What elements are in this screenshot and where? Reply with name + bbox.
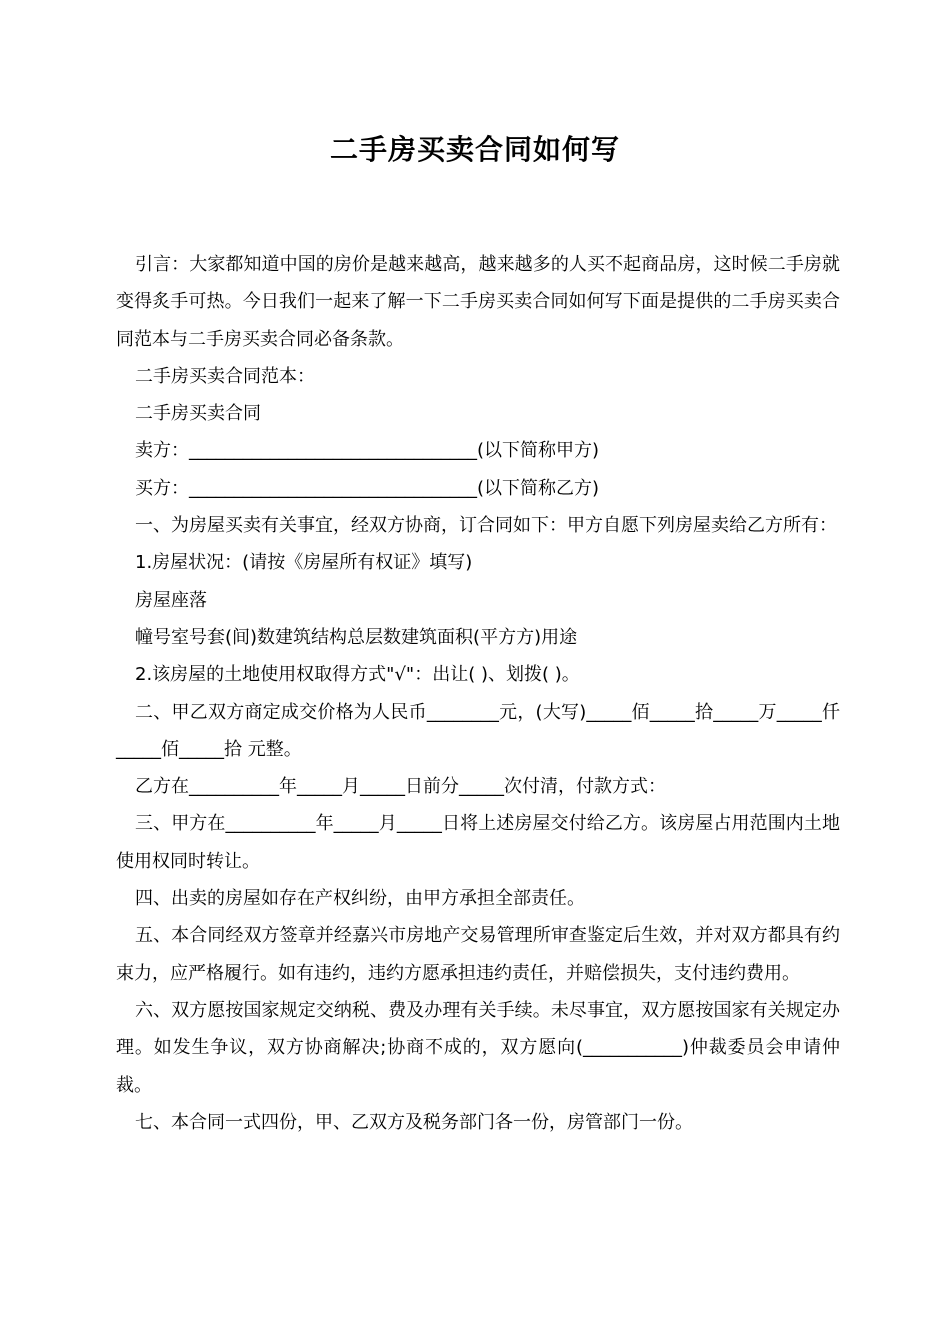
paragraph-land-use: 2.该房屋的土地使用权取得方式"√"：出让( )、划拨( )。 xyxy=(135,664,580,686)
paragraph-clause-1: 一、为房屋买卖有关事宜，经双方协商，订合同如下：甲方自愿下列房屋卖给乙方所有： xyxy=(135,515,837,537)
paragraph-template-heading: 二手房买卖合同范本： xyxy=(135,365,315,387)
paragraph-clause-2: 二、甲乙双方商定成交价格为人民币________元，(大写)_____佰_____拾_____万_____仟_____佰_____拾 元整。 xyxy=(116,701,840,760)
paragraph-house-fields: 幢号室号套(间)数建筑结构总层数建筑面积(平方方)用途 xyxy=(135,626,578,648)
paragraph-payment: 乙方在__________年_____月_____日前分_____次付清，付款方式： xyxy=(135,776,666,798)
paragraph-clause-5: 五、本合同经双方签章并经嘉兴市房地产交易管理所审查鉴定后生效，并对双方都具有约束力，应严格履行。如有违约，违约方愿承担违约责任，并赔偿损失，支付违约费用。 xyxy=(116,925,840,984)
paragraph-clause-6: 六、双方愿按国家规定交纳税、费及办理有关手续。未尽事宜，双方愿按国家有关规定办理。如发生争议，双方协商解决;协商不成的，双方愿向(___________)仲裁委员会申请仲裁。 xyxy=(116,999,840,1096)
document-title: 二手房买卖合同如何写 xyxy=(329,133,620,166)
paragraph-house-location: 房屋座落 xyxy=(135,589,207,611)
paragraph-contract-name: 二手房买卖合同 xyxy=(135,403,261,425)
paragraph-house-status: 1.房屋状况：(请按《房屋所有权证》填写) xyxy=(135,552,473,574)
paragraph-clause-3: 三、甲方在__________年_____月_____日将上述房屋交付给乙方。该房屋占用范围内土地使用权同时转让。 xyxy=(116,813,840,872)
document-body xyxy=(116,246,840,1141)
paragraph-seller: 卖方：________________________________(以下简称甲方) xyxy=(135,440,600,462)
paragraph-clause-7: 七、本合同一式四份，甲、乙双方及税务部门各一份，房管部门一份。 xyxy=(135,1111,693,1133)
paragraph-intro: 引言：大家都知道中国的房价是越来越高，越来越多的人买不起商品房，这时候二手房就变得炙手可热。今日我们一起来了解一下二手房买卖合同如何写下面是提供的二手房买卖合同范本与二手房买卖合同必备条款。 xyxy=(116,254,840,350)
paragraph-clause-4: 四、出卖的房屋如存在产权纠纷，由甲方承担全部责任。 xyxy=(135,888,585,910)
paragraph-buyer: 买方：________________________________(以下简称乙方) xyxy=(135,477,600,499)
